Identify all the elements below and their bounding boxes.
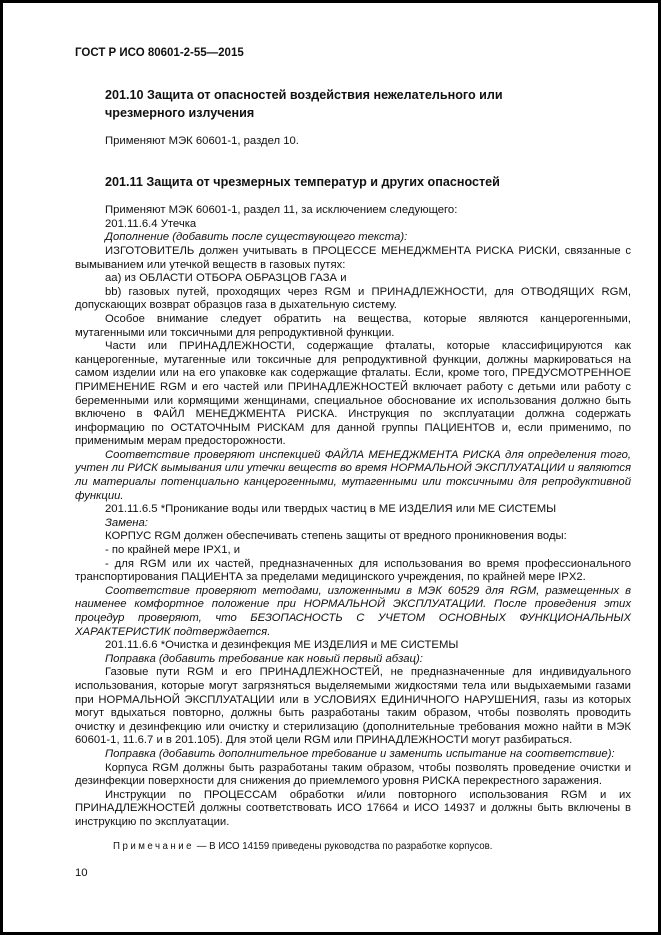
amendment-instruction: Поправка (добавить требование как новый первый абзац): (105, 652, 423, 665)
paragraph: Применяют МЭК 60601-1, раздел 11, за исключением следующего: (105, 204, 458, 217)
list-item-dash: - для RGM или их частей, предназначенных для использования во время профессионального транспортирования ПАЦИЕНТА за пределами медицинского учреждения, по крайней мере IPX2. (75, 557, 631, 584)
paragraph: ИЗГОТОВИТЕЛЬ должен учитывать в ПРОЦЕССЕ МЕНЕДЖМЕНТА РИСКА РИСКИ, связанные с вымыванием или утечкой веществ в газовых путях: (75, 244, 631, 271)
list-item-aa: aa) из ОБЛАСТИ ОТБОРА ОБРАЗЦОВ ГАЗА и (105, 272, 347, 285)
amendment-instruction: Замена: (105, 516, 148, 529)
page-number: 10 (75, 867, 88, 879)
subclause-title-201-11-6-5: 201.11.6.5 *Проникание воды или твердых частиц в МЕ ИЗДЕЛИЯ или МЕ СИСТЕМЫ (105, 503, 557, 516)
footnote-text: — В ИСО 14159 приведены руководства по разработке корпусов. (196, 840, 493, 852)
list-item-dash: - по крайней мере IPX1, и (105, 544, 241, 557)
paragraph: Особое внимание следует обратить на вещества, которые являются канцерогенными, мутагенными или токсичными для репродуктивной функции. (75, 312, 631, 339)
section-heading-201-10: 201.10 Защита от опасностей воздействия нежелательного или чрезмерного излучения (105, 87, 503, 120)
footnote-label: Примечание (113, 840, 195, 852)
paragraph: Газовые пути RGM и его ПРИНАДЛЕЖНОСТЕЙ, не предназначенные для индивидуального использования, которые могут загрязняться выделяемыми жидкостями тела или выдыхаемыми газами при НОРМАЛЬНОЙ ЭКСПЛУАТАЦИИ или в УСЛОВИЯХ ЕДИНИЧНОГО НАРУШЕНИЯ, газы из которых могут вдыхаться повторно, должны быть разработаны таким образом, чтобы позволять проводить очистку и дезинфекцию или очистку и стерилизацию (дополнительные требования можно найти в МЭК 60601-1, 11.6.7 и в 201.105). Для этой цели RGM или ПРИНАДЛЕЖНОСТИ могут разбираться. (75, 666, 631, 747)
compliance-statement: Соответствие проверяют методами, изложенными в МЭК 60529 для RGM, размещенных в наименее комфортное положение при НОРМАЛЬНОЙ ЭКСПЛУАТАЦИИ. После проведения этих процедур проверяют, что БЕЗОПАСНОСТЬ С УЧЕТОМ ОСНОВНЫХ ФУНКЦИОНАЛЬНЫХ ХАРАКТЕРИСТИК подтверждается. (75, 584, 631, 638)
paragraph: КОРПУС RGM должен обеспечивать степень защиты от вредного проникновения воды: (105, 530, 567, 543)
footnote (75, 841, 631, 853)
section-heading-201-11: 201.11 Защита от чрезмерных температур и других опасностей (105, 175, 500, 190)
paragraph: Части или ПРИНАДЛЕЖНОСТИ, содержащие фталаты, которые классифицируются как канцерогенные, мутагенные или токсичные для репродуктивной функции, должны маркироваться на самом изделии или на его упаковке как содержащие фталаты. Если, кроме того, ПРЕДУСМОТРЕННОЕ ПРИМЕНЕНИЕ RGM и его частей или ПРИНАДЛЕЖНОСТЕЙ включает работу с детьми или работу с беременными или кормящими женщинами, специальное обоснование их использования должно быть включено в ФАЙЛ МЕНЕДЖМЕНТА РИСКА. Инструкция по эксплуатации должна содержать информацию по ОСТАТОЧНЫМ РИСКАМ для данной группы ПАЦИЕНТОВ и, если применимо, по применимым мерам предосторожности. (75, 340, 631, 448)
list-item-bb: bb) газовых путей, проходящих через RGM и ПРИНАДЛЕЖНОСТИ, для ОТВОДЯЩИХ RGM, допускающих возврат образцов газа в дыхательную систему. (75, 285, 631, 312)
paragraph: Корпуса RGM должны быть разработаны таким образом, чтобы позволять проведение очистки и дезинфекции поверхности для снижения до приемлемого уровня РИСКА перекрестного заражения. (75, 761, 631, 788)
paragraph: Инструкции по ПРОЦЕССАМ обработки и/или повторного использования RGM и их ПРИНАДЛЕЖНОСТЕЙ должны соответствовать ИСО 17664 и ИСО 14937 и должны быть включены в инструкцию по эксплуатации. (75, 788, 631, 828)
document-header: ГОСТ Р ИСО 80601-2-55—2015 (75, 47, 244, 59)
paragraph: Применяют МЭК 60601-1, раздел 10. (105, 134, 299, 147)
compliance-statement: Соответствие проверяют инспекцией ФАЙЛА МЕНЕДЖМЕНТА РИСКА для определения того, учтен ли РИСК вымывания или утечки веществ во время НОРМАЛЬНОЙ ЭКСПЛУАТАЦИИ и являются ли материалы потенциально канцерогенными, мутагенными или токсичными для репродуктивной функции. (75, 448, 631, 502)
amendment-instruction: Поправка (добавить дополнительное требование и заменить испытание на соответствие): (105, 747, 615, 760)
subclause-title-201-11-6-4: 201.11.6.4 Утечка (105, 217, 197, 230)
subclause-title-201-11-6-6: 201.11.6.6 *Очистка и дезинфекция МЕ ИЗДЕЛИЯ и МЕ СИСТЕМЫ (105, 639, 459, 652)
amendment-instruction: Дополнение (добавить после существующего текста): (105, 231, 408, 244)
